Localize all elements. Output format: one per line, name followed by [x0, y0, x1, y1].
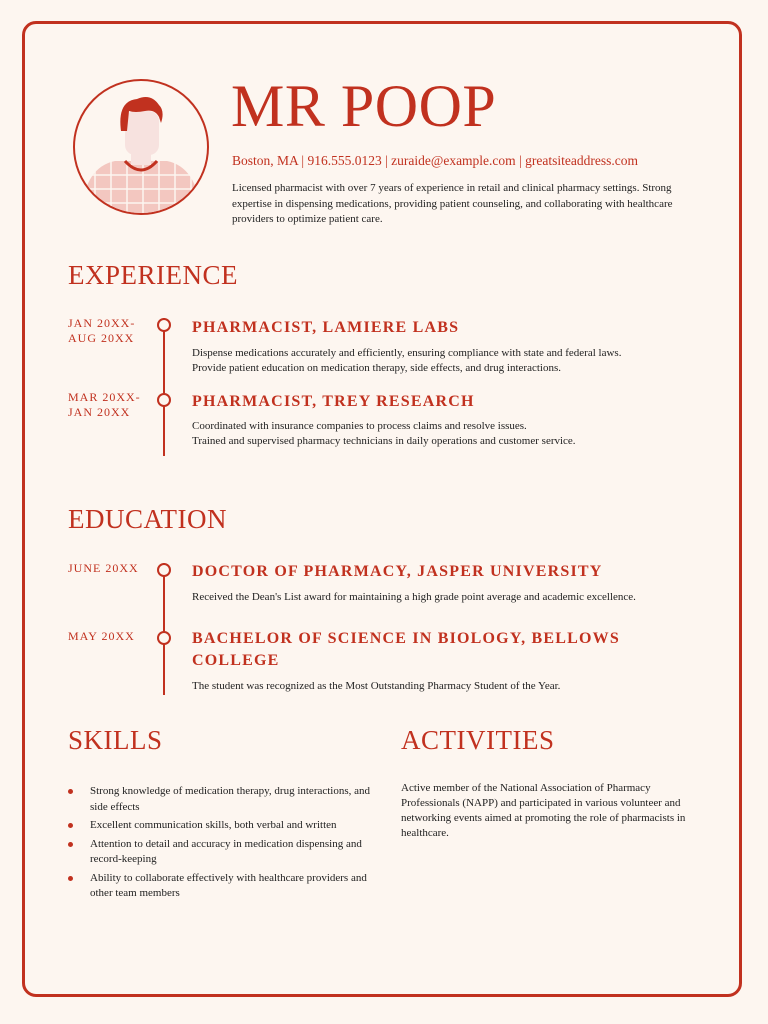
degree-description: The student was recognized as the Most Outstanding Pharmacy Student of the Year.: [192, 680, 561, 692]
experience-title: EXPERIENCE: [68, 260, 238, 290]
degree-description: Received the Dean's List award for maintaining a high grade point average and academic excellence.: [192, 591, 636, 603]
education-timeline: [163, 563, 165, 695]
degree-title: [192, 628, 692, 672]
skills-list: [68, 784, 388, 905]
job-title: PHARMACIST, TREY RESEARCH: [192, 393, 475, 410]
date-end: JAN 20XX: [68, 405, 131, 419]
skill-item: [68, 837, 388, 868]
job-duty: Trained and supervised pharmacy technicians in daily operations and customer service.: [192, 435, 576, 447]
bullet-icon: [68, 789, 73, 794]
date-start: MAR 20XX-: [68, 390, 141, 404]
skill-text: Strong knowledge of medication therapy, drug interactions, and side effects: [90, 785, 371, 813]
bullet-icon: [68, 823, 73, 828]
job-duty: Coordinated with insurance companies to process claims and resolve issues.: [192, 420, 527, 432]
job-description: [192, 419, 712, 449]
skill-text: Attention to detail and accuracy in medication dispensing and record-keeping: [90, 837, 362, 865]
job-description: [192, 346, 712, 376]
date-end: AUG 20XX: [68, 331, 135, 345]
degree-title-line: BACHELOR OF SCIENCE IN BIOLOGY, BELLOWS: [192, 630, 620, 647]
job-duty: Dispense medications accurately and efficiently, ensuring compliance with state and federal laws.: [192, 347, 622, 359]
candidate-name: MR POOP: [231, 73, 497, 139]
experience-date: [68, 390, 158, 420]
education-date: JUNE 20XX: [68, 561, 139, 575]
bullet-icon: [68, 876, 73, 881]
skill-item: [68, 871, 388, 902]
timeline-dot: [157, 563, 171, 577]
education-date: MAY 20XX: [68, 629, 135, 643]
timeline-dot: [157, 631, 171, 645]
activities-description: Active member of the National Association of Pharmacy Professionals (NAPP) and participated in various volunteer and networking events aimed at promoting the role of pharmacists in healthcare.: [401, 782, 686, 839]
experience-timeline: [163, 318, 165, 456]
skill-text: Ability to collaborate effectively with healthcare providers and other team members: [90, 871, 367, 899]
timeline-dot: [157, 393, 171, 407]
contact-info: Boston, MA | 916.555.0123 | zuraide@example.com | greatsiteaddress.com: [232, 153, 638, 168]
skill-text: Excellent communication skills, both verbal and written: [90, 819, 337, 831]
education-title: EDUCATION: [68, 504, 227, 534]
skill-item: [68, 818, 388, 834]
degree-title: DOCTOR OF PHARMACY, JASPER UNIVERSITY: [192, 563, 603, 580]
avatar: [73, 79, 209, 215]
skills-title: SKILLS: [68, 725, 163, 755]
summary: Licensed pharmacist with over 7 years of experience in retail and clinical pharmacy settings. Strong expertise in dispensing medications, providing patient counseling, and collaborating with healthcare providers to optimize patient care.: [232, 182, 673, 225]
bullet-icon: [68, 842, 73, 847]
timeline-dot: [157, 318, 171, 332]
job-duty: Provide patient education on medication therapy, side effects, and drug interactions.: [192, 362, 561, 374]
degree-title-line: COLLEGE: [192, 652, 280, 669]
activities-title: ACTIVITIES: [401, 725, 555, 755]
skill-item: [68, 784, 388, 815]
job-title: PHARMACIST, LAMIERE LABS: [192, 319, 460, 336]
experience-date: [68, 316, 158, 346]
date-start: JAN 20XX-: [68, 316, 136, 330]
person-icon: [75, 81, 207, 213]
